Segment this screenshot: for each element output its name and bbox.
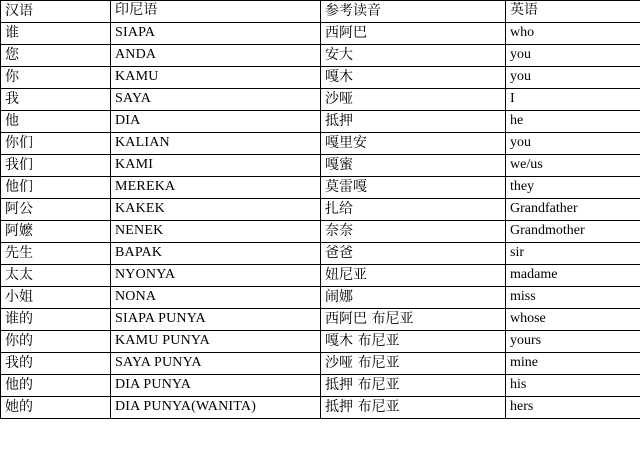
cell-pronunciation: 西阿巴 布尼亚 xyxy=(321,309,506,331)
cell-chinese: 我 xyxy=(1,89,111,111)
cell-english: hers xyxy=(506,397,640,419)
cell-indonesian: SAYA xyxy=(111,89,321,111)
cell-chinese: 谁 xyxy=(1,23,111,45)
cell-chinese: 先生 xyxy=(1,243,111,265)
cell-pronunciation: 抵押 xyxy=(321,111,506,133)
cell-indonesian: DIA xyxy=(111,111,321,133)
cell-english: they xyxy=(506,177,640,199)
table-row xyxy=(1,177,640,199)
cell-english: he xyxy=(506,111,640,133)
column-header-indonesian: 印尼语 xyxy=(111,1,321,23)
cell-chinese: 阿公 xyxy=(1,199,111,221)
table-row xyxy=(1,111,640,133)
cell-chinese: 他们 xyxy=(1,177,111,199)
cell-english: miss xyxy=(506,287,640,309)
table-row xyxy=(1,265,640,287)
cell-indonesian: NYONYA xyxy=(111,265,321,287)
cell-english: Grandmother xyxy=(506,221,640,243)
cell-pronunciation: 嘎蜜 xyxy=(321,155,506,177)
cell-chinese: 我们 xyxy=(1,155,111,177)
cell-english: sir xyxy=(506,243,640,265)
table-header-row xyxy=(1,1,640,23)
cell-english: we/us xyxy=(506,155,640,177)
table-row xyxy=(1,309,640,331)
cell-chinese: 谁的 xyxy=(1,309,111,331)
cell-chinese: 她的 xyxy=(1,397,111,419)
cell-chinese: 你的 xyxy=(1,331,111,353)
cell-pronunciation: 莫雷嘎 xyxy=(321,177,506,199)
cell-pronunciation: 奈奈 xyxy=(321,221,506,243)
cell-indonesian: BAPAK xyxy=(111,243,321,265)
cell-pronunciation: 嘎木 xyxy=(321,67,506,89)
cell-pronunciation: 爸爸 xyxy=(321,243,506,265)
cell-chinese: 我的 xyxy=(1,353,111,375)
cell-pronunciation: 扎给 xyxy=(321,199,506,221)
cell-chinese: 您 xyxy=(1,45,111,67)
cell-pronunciation: 妞尼亚 xyxy=(321,265,506,287)
cell-chinese: 你 xyxy=(1,67,111,89)
cell-indonesian: NONA xyxy=(111,287,321,309)
cell-indonesian: KAMU PUNYA xyxy=(111,331,321,353)
cell-indonesian: SIAPA PUNYA xyxy=(111,309,321,331)
table-row xyxy=(1,89,640,111)
cell-pronunciation: 安大 xyxy=(321,45,506,67)
table-row xyxy=(1,287,640,309)
cell-english: who xyxy=(506,23,640,45)
table-row xyxy=(1,155,640,177)
cell-indonesian: DIA PUNYA(WANITA) xyxy=(111,397,321,419)
cell-indonesian: KALIAN xyxy=(111,133,321,155)
cell-pronunciation: 闹娜 xyxy=(321,287,506,309)
cell-indonesian: NENEK xyxy=(111,221,321,243)
cell-indonesian: KAMU xyxy=(111,67,321,89)
cell-indonesian: SIAPA xyxy=(111,23,321,45)
table-body xyxy=(1,1,640,419)
cell-chinese: 阿嬷 xyxy=(1,221,111,243)
cell-indonesian: KAMI xyxy=(111,155,321,177)
cell-english: yours xyxy=(506,331,640,353)
column-header-english: 英语 xyxy=(506,1,640,23)
cell-indonesian: DIA PUNYA xyxy=(111,375,321,397)
cell-pronunciation: 沙哑 xyxy=(321,89,506,111)
cell-pronunciation: 嘎里安 xyxy=(321,133,506,155)
cell-chinese: 他的 xyxy=(1,375,111,397)
cell-english: you xyxy=(506,45,640,67)
cell-english: whose xyxy=(506,309,640,331)
cell-indonesian: SAYA PUNYA xyxy=(111,353,321,375)
table-row xyxy=(1,221,640,243)
table-row xyxy=(1,353,640,375)
cell-chinese: 小姐 xyxy=(1,287,111,309)
table-row xyxy=(1,23,640,45)
table-row xyxy=(1,331,640,353)
table-row xyxy=(1,199,640,221)
cell-indonesian: ANDA xyxy=(111,45,321,67)
cell-english: you xyxy=(506,67,640,89)
cell-english: I xyxy=(506,89,640,111)
cell-english: madame xyxy=(506,265,640,287)
cell-pronunciation: 沙哑 布尼亚 xyxy=(321,353,506,375)
cell-english: Grandfather xyxy=(506,199,640,221)
cell-chinese: 他 xyxy=(1,111,111,133)
cell-chinese: 你们 xyxy=(1,133,111,155)
cell-pronunciation: 抵押 布尼亚 xyxy=(321,375,506,397)
column-header-chinese: 汉语 xyxy=(1,1,111,23)
table-row xyxy=(1,243,640,265)
cell-pronunciation: 抵押 布尼亚 xyxy=(321,397,506,419)
table-row xyxy=(1,375,640,397)
cell-pronunciation: 西阿巴 xyxy=(321,23,506,45)
cell-chinese: 太太 xyxy=(1,265,111,287)
cell-pronunciation: 嘎木 布尼亚 xyxy=(321,331,506,353)
cell-english: you xyxy=(506,133,640,155)
table-row xyxy=(1,397,640,419)
cell-indonesian: MEREKA xyxy=(111,177,321,199)
table-row xyxy=(1,133,640,155)
table-row xyxy=(1,45,640,67)
table-row xyxy=(1,67,640,89)
cell-english: mine xyxy=(506,353,640,375)
column-header-pronunciation: 参考读音 xyxy=(321,1,506,23)
cell-english: his xyxy=(506,375,640,397)
cell-indonesian: KAKEK xyxy=(111,199,321,221)
